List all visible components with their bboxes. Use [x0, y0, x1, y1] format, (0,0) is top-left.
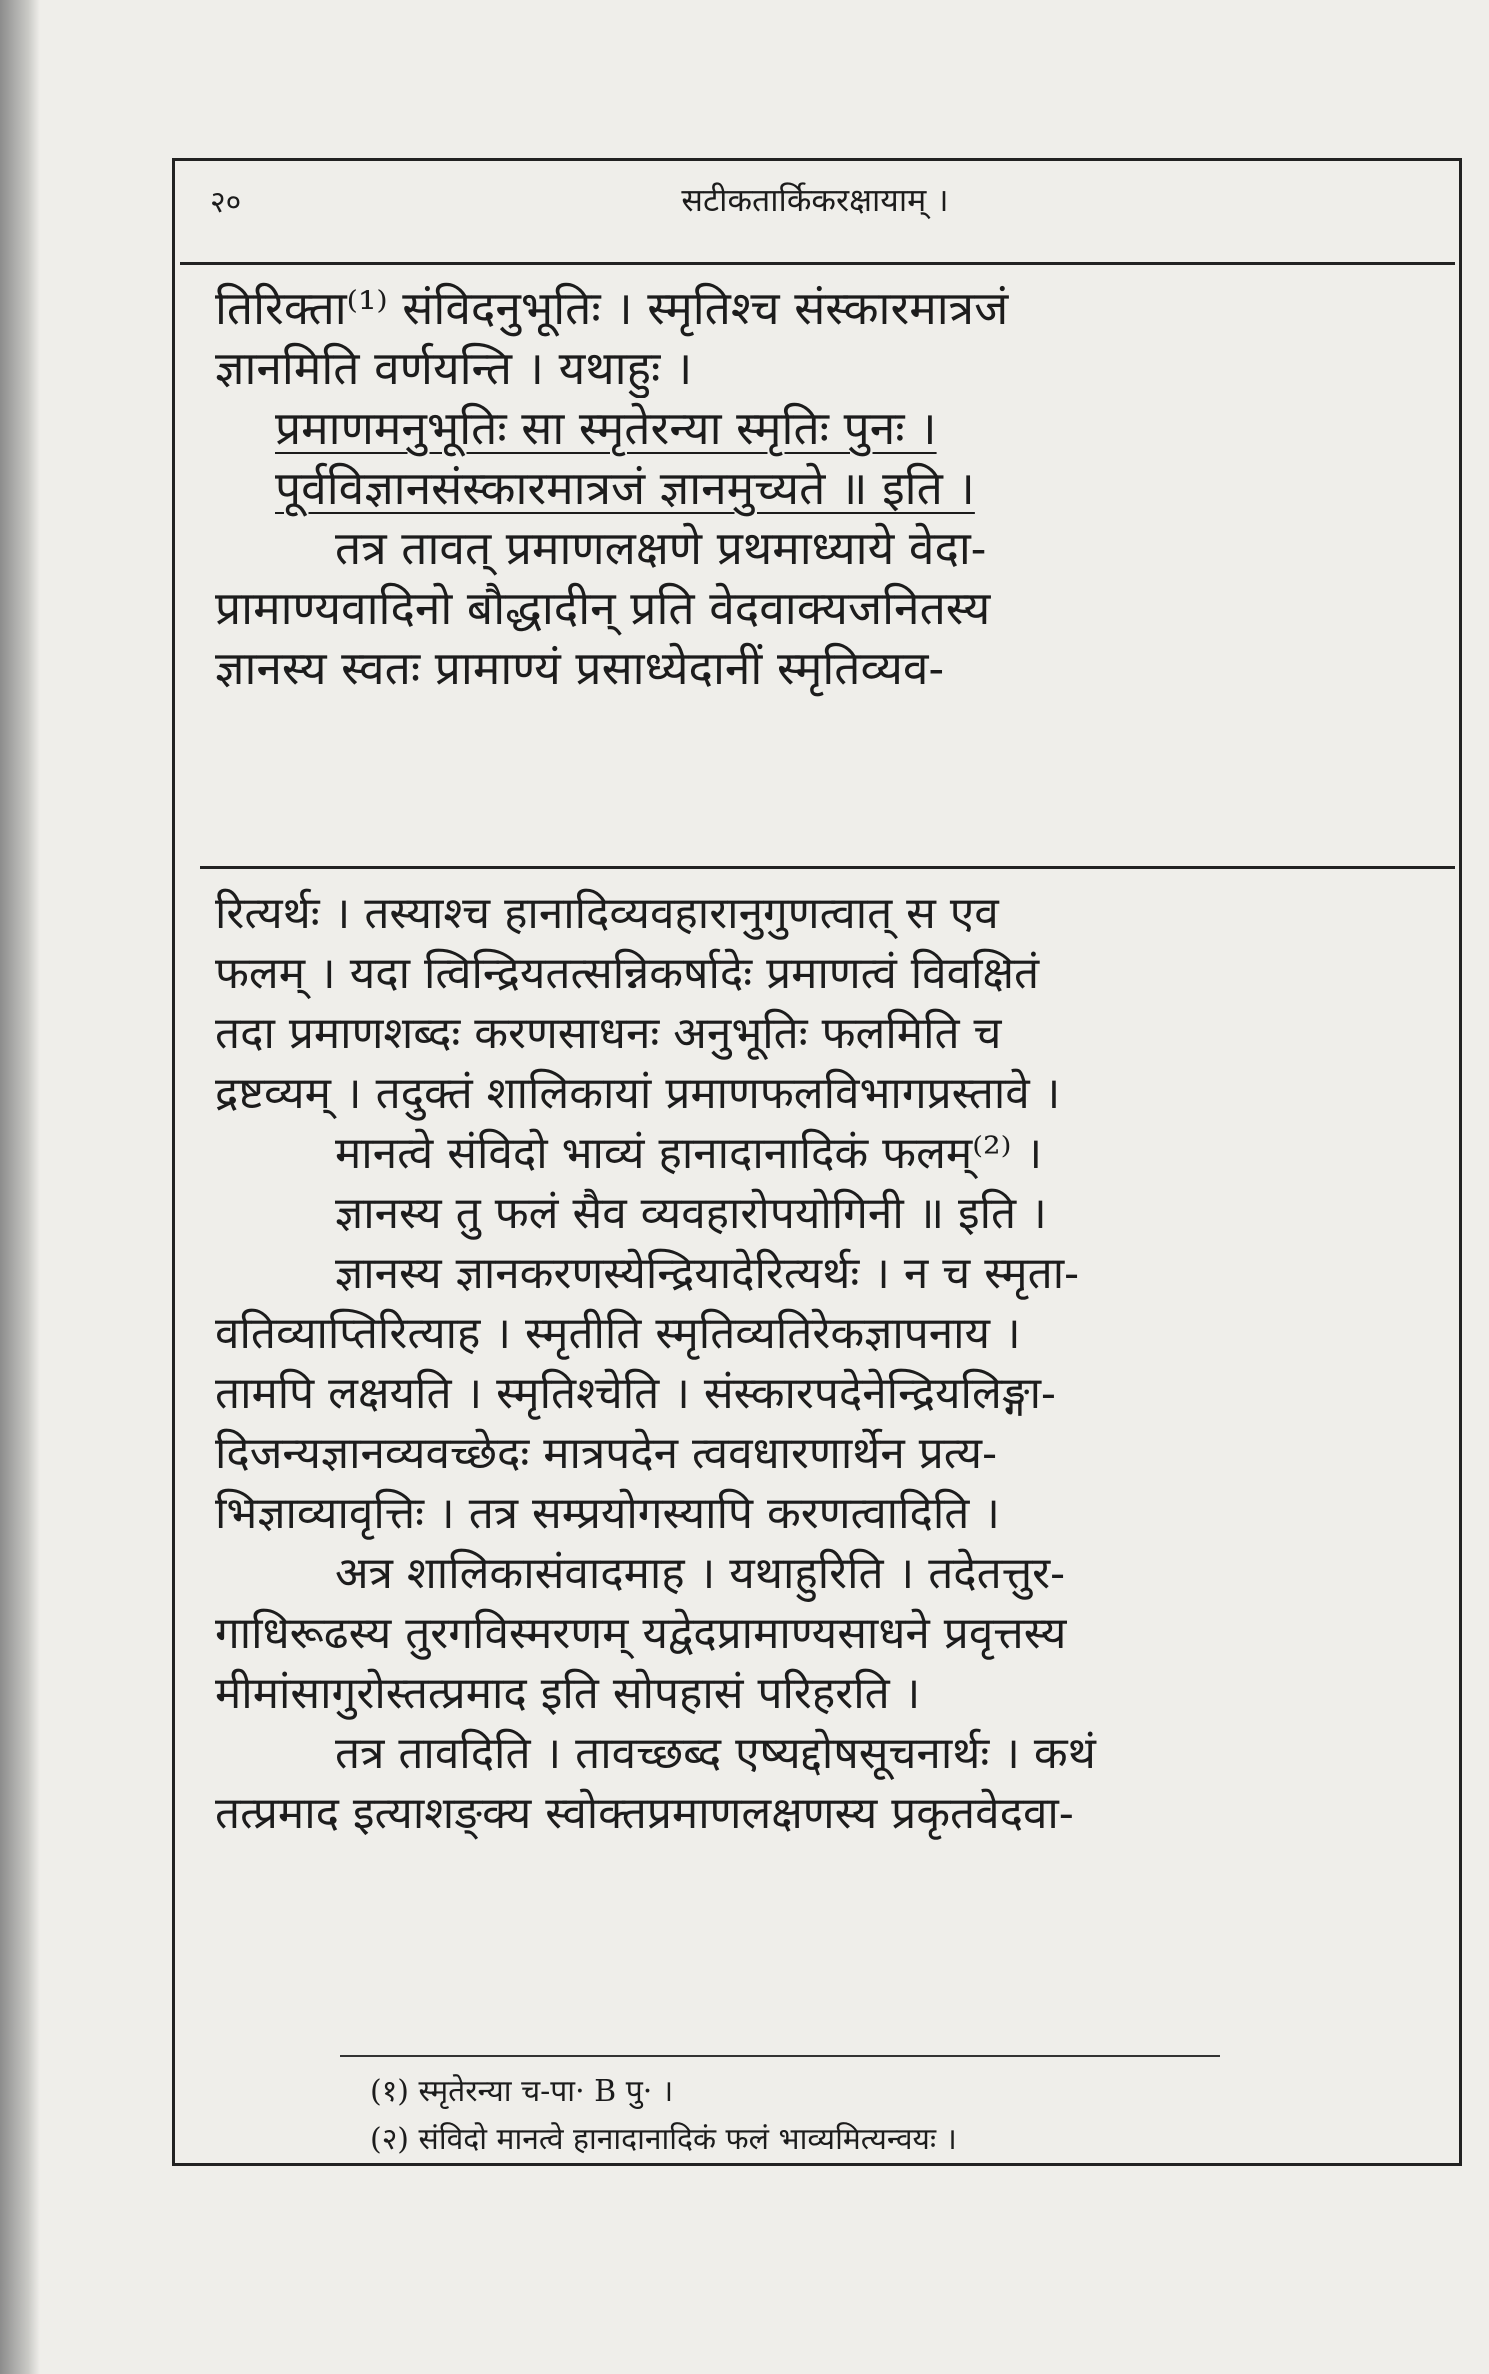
mula-text-block: [215, 278, 1440, 698]
mula-line: [215, 338, 1440, 398]
commentary-line: [215, 1124, 1440, 1184]
commentary-line-text: द्रष्टव्यम् । तदुक्तं शालिकायां प्रमाणफलविभागप्रस्तावे ।: [215, 1068, 1061, 1119]
mula-line: [215, 458, 1440, 518]
commentary-line-text: ज्ञानस्य तु फलं सैव व्यवहारोपयोगिनी ॥ इति ।: [335, 1188, 1047, 1239]
mula-line: [215, 578, 1440, 638]
commentary-line: [215, 1664, 1440, 1724]
commentary-text-block: [215, 884, 1440, 1844]
commentary-line: [215, 1424, 1440, 1484]
footnote: (१) स्मृतेरन्या च-पा· B पु· ।: [370, 2074, 674, 2109]
commentary-line-text: फलम् । यदा त्विन्द्रियतत्सन्निकर्षादेः प्रमाणत्वं विवक्षितं: [215, 948, 1040, 999]
commentary-line: [215, 1724, 1440, 1784]
commentary-line-text: रित्यर्थः । तस्याश्च हानादिव्यवहारानुगुणत्वात् स एव: [215, 888, 999, 939]
commentary-line: [215, 1604, 1440, 1664]
commentary-line-text: तदा प्रमाणशब्दः करणसाधनः अनुभूतिः फलमिति च: [215, 1008, 1002, 1059]
commentary-line-text: अत्र शालिकासंवादमाह । यथाहुरिति । तदेतत्तुर-: [335, 1548, 1066, 1599]
commentary-line-text: मानत्वे संविदो भाव्यं हानादानादिकं फलम्⁽²⁾ ।: [335, 1128, 1043, 1179]
mula-line: [215, 638, 1440, 698]
commentary-line-text: गाधिरूढस्य तुरगविस्मरणम् यद्वेदप्रामाण्यसाधने प्रवृत्तस्य: [215, 1608, 1067, 1659]
commentary-line: [215, 1484, 1440, 1544]
header-rule: [180, 262, 1455, 265]
commentary-line-text: तत्र तावदिति । तावच्छब्द एष्यद्दोषसूचनार्थः । कथं: [335, 1728, 1096, 1779]
commentary-line: [215, 1304, 1440, 1364]
commentary-line-text: मीमांसागुरोस्तत्प्रमाद इति सोपहासं परिहरति ।: [215, 1668, 921, 1719]
mula-line-text: प्रमाणमनुभूतिः सा स्मृतेरन्या स्मृतिः पुनः ।: [275, 401, 937, 455]
mula-line: [215, 518, 1440, 578]
mula-line-text: ज्ञानस्य स्वतः प्रामाण्यं प्रसाध्येदानीं स्मृतिव्यव-: [215, 641, 945, 695]
commentary-line: [215, 1244, 1440, 1304]
commentary-line: [215, 1064, 1440, 1124]
book-gutter-shadow: [0, 0, 40, 2374]
footnote: (२) संविदो मानत्वे हानादानादिकं फलं भाव्यमित्यन्वयः ।: [370, 2122, 957, 2157]
mula-line-text: तत्र तावत् प्रमाणलक्षणे प्रथमाध्याये वेदा-: [335, 521, 987, 575]
running-title: सटीकतार्किकरक्षायाम् ।: [681, 181, 949, 219]
commentary-line-text: तत्प्रमाद इत्याशङ्क्य स्वोक्तप्रमाणलक्षणस्य प्रकृतवेदवा-: [215, 1788, 1074, 1839]
page-number: २०: [210, 185, 242, 220]
commentary-line: [215, 1544, 1440, 1604]
commentary-line: [215, 884, 1440, 944]
commentary-line-text: दिजन्यज्ञानव्यवच्छेदः मात्रपदेन त्ववधारणार्थेन प्रत्य-: [215, 1428, 997, 1479]
section-divider: [200, 866, 1455, 869]
commentary-line: [215, 1784, 1440, 1844]
mula-line: [215, 278, 1440, 338]
mula-line: [215, 398, 1440, 458]
page-header: [180, 172, 1450, 228]
footnotes: [370, 2068, 1460, 2164]
mula-line-text: ज्ञानमिति वर्णयन्ति । यथाहुः ।: [215, 341, 693, 395]
commentary-line-text: भिज्ञाव्यावृत्तिः । तत्र सम्प्रयोगस्यापि करणत्वादिति ।: [215, 1488, 1000, 1539]
commentary-line-text: तामपि लक्षयति । स्मृतिश्चेति । संस्कारपदेनेन्द्रियलिङ्गा-: [215, 1368, 1056, 1419]
footnote-rule: [340, 2055, 1220, 2057]
commentary-line: [215, 1004, 1440, 1064]
commentary-line: [215, 1364, 1440, 1424]
mula-line-text: तिरिक्ता⁽¹⁾ संविदनुभूतिः । स्मृतिश्च संस्कारमात्रजं: [215, 281, 1009, 335]
mula-line-text: प्रामाण्यवादिनो बौद्धादीन् प्रति वेदवाक्यजनितस्य: [215, 581, 991, 635]
commentary-line: [215, 944, 1440, 1004]
mula-line-text: पूर्वविज्ञानसंस्कारमात्रजं ज्ञानमुच्यते ॥ इति ।: [275, 461, 975, 515]
commentary-line-text: वतिव्याप्तिरित्याह । स्मृतीति स्मृतिव्यतिरेकज्ञापनाय ।: [215, 1308, 1021, 1359]
commentary-line: [215, 1184, 1440, 1244]
commentary-line-text: ज्ञानस्य ज्ञानकरणस्येन्द्रियादेरित्यर्थः । न च स्मृता-: [335, 1248, 1079, 1299]
